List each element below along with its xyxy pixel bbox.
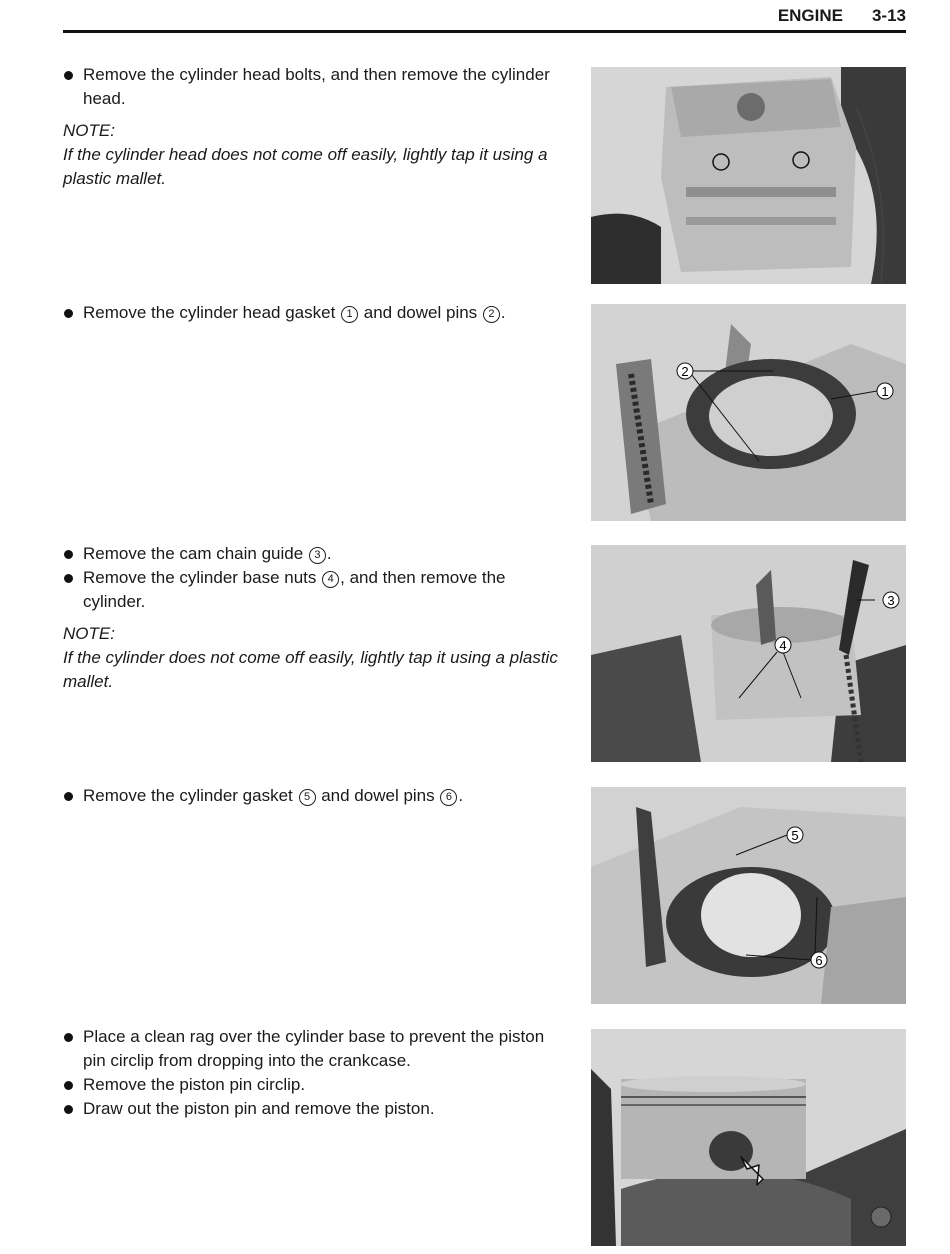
callout-label: 6 bbox=[815, 953, 823, 968]
callout-ref: 1 bbox=[341, 306, 358, 323]
step-5 bbox=[63, 1025, 568, 1121]
note-label: NOTE: bbox=[63, 624, 115, 643]
callout-label: 5 bbox=[791, 828, 799, 843]
bullet-item: Remove the piston pin circlip. bbox=[63, 1073, 568, 1097]
bullet-item: Remove the cylinder head gasket 1 and dowel pins 2 . bbox=[63, 301, 568, 325]
callout-ref: 2 bbox=[483, 306, 500, 323]
callout-label: 4 bbox=[779, 638, 787, 653]
note-text: If the cylinder head does not come off easily, lightly tap it using a plastic mallet. bbox=[63, 145, 548, 188]
bullet-item: Remove the cylinder gasket 5 and dowel pins 6 . bbox=[63, 784, 568, 808]
step-1 bbox=[63, 63, 568, 191]
callout-ref: 3 bbox=[309, 547, 326, 564]
photo-cylinder-head bbox=[591, 67, 906, 284]
callout-ref: 6 bbox=[440, 789, 457, 806]
section-title: ENGINE bbox=[777, 6, 843, 25]
callout-ref: 4 bbox=[322, 571, 339, 588]
callout-label: 2 bbox=[681, 364, 689, 379]
note-text: If the cylinder does not come off easily, lightly tap it using a plastic mallet. bbox=[63, 648, 558, 691]
bullet-item: Place a clean rag over the cylinder base to prevent the piston pin circlip from dropping into the crankcase. bbox=[63, 1025, 568, 1073]
bullet-item: Remove the cylinder base nuts 4 , and then remove the cylinder. bbox=[63, 566, 568, 614]
callout-label: 3 bbox=[887, 593, 895, 608]
callout-ref: 5 bbox=[299, 789, 316, 806]
photo-cylinder-gasket bbox=[591, 787, 906, 1004]
note-label: NOTE: bbox=[63, 121, 115, 140]
step-2 bbox=[63, 301, 568, 325]
bullet-item: Remove the cylinder head bolts, and then remove the cylinder head. bbox=[63, 63, 568, 111]
page-header bbox=[63, 0, 906, 33]
page-number: 3-13 bbox=[871, 6, 906, 25]
photo-head-gasket bbox=[591, 304, 906, 521]
step-4 bbox=[63, 784, 568, 808]
bullet-item: Remove the cam chain guide 3 . bbox=[63, 542, 568, 566]
callout-label: 1 bbox=[881, 384, 889, 399]
photo-cylinder-base bbox=[591, 545, 906, 762]
bullet-item: Draw out the piston pin and remove the piston. bbox=[63, 1097, 568, 1121]
step-3 bbox=[63, 542, 568, 694]
photo-piston bbox=[591, 1029, 906, 1246]
